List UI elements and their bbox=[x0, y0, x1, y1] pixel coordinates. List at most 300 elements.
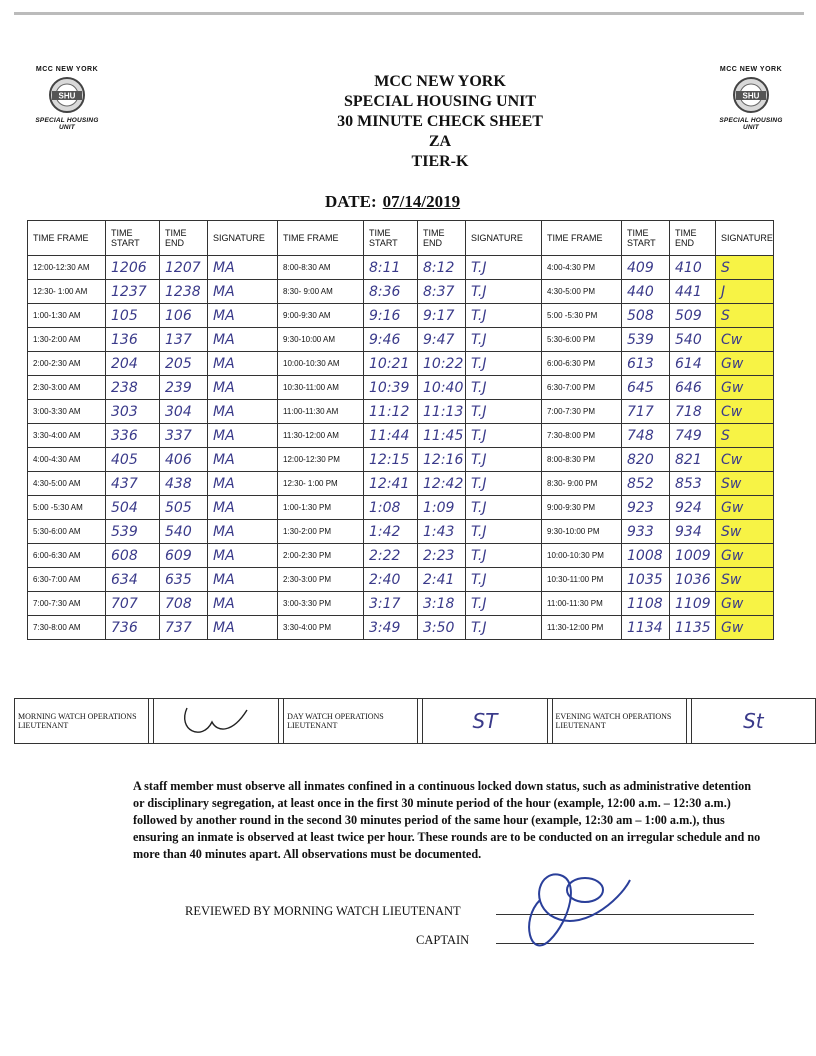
time-frame-cell: 5:00 -5:30 PM bbox=[542, 304, 622, 328]
time-entry: 736 bbox=[111, 619, 138, 636]
captain-label: CAPTAIN bbox=[416, 933, 470, 947]
table-cell bbox=[160, 424, 208, 448]
signature-entry: Gw bbox=[721, 595, 744, 612]
signature-entry: MA bbox=[213, 499, 235, 516]
column-header: TIME START bbox=[106, 221, 160, 256]
time-entry: 8:12 bbox=[423, 259, 455, 276]
table-cell bbox=[160, 352, 208, 376]
time-frame-cell: 4:30-5:00 AM bbox=[28, 472, 106, 496]
time-frame-cell: 10:30-11:00 AM bbox=[278, 376, 364, 400]
time-frame-cell: 4:00-4:30 AM bbox=[28, 448, 106, 472]
document-header bbox=[290, 72, 590, 172]
table-row bbox=[28, 256, 774, 280]
table-cell bbox=[466, 496, 542, 520]
time-entry: 12:15 bbox=[369, 451, 410, 468]
time-entry: 238 bbox=[111, 379, 138, 396]
table-row bbox=[28, 304, 774, 328]
table-cell bbox=[106, 280, 160, 304]
table-cell bbox=[106, 304, 160, 328]
shu-logo-right bbox=[712, 66, 790, 131]
header-line-2: SPECIAL HOUSING UNIT bbox=[343, 93, 537, 110]
table-cell bbox=[670, 520, 716, 544]
table-cell bbox=[418, 448, 466, 472]
table-cell bbox=[418, 520, 466, 544]
table-cell bbox=[716, 400, 774, 424]
time-entry: 12:41 bbox=[369, 475, 410, 492]
table-cell bbox=[208, 448, 278, 472]
time-entry: 105 bbox=[111, 307, 138, 324]
time-entry: 8:36 bbox=[369, 283, 401, 300]
time-frame-cell: 10:00-10:30 PM bbox=[542, 544, 622, 568]
table-cell bbox=[160, 280, 208, 304]
time-entry: 3:18 bbox=[423, 595, 455, 612]
table-cell bbox=[208, 616, 278, 640]
table-cell bbox=[622, 496, 670, 520]
table-cell bbox=[716, 616, 774, 640]
table-cell bbox=[622, 592, 670, 616]
table-cell bbox=[466, 280, 542, 304]
time-entry: 3:50 bbox=[423, 619, 455, 636]
time-frame-cell: 12:00-12:30 AM bbox=[28, 256, 106, 280]
time-entry: 9:17 bbox=[423, 307, 455, 324]
table-cell bbox=[160, 496, 208, 520]
table-cell bbox=[622, 304, 670, 328]
signature-entry: Cw bbox=[721, 451, 743, 468]
time-entry: 933 bbox=[627, 523, 654, 540]
signature-entry: T.J bbox=[471, 403, 487, 420]
time-entry: 1:42 bbox=[369, 523, 401, 540]
column-header: SIGNATURE bbox=[208, 221, 278, 256]
time-entry: 9:46 bbox=[369, 331, 401, 348]
time-frame-cell: 9:00-9:30 AM bbox=[278, 304, 364, 328]
logo-top-text: MCC NEW YORK bbox=[35, 66, 99, 73]
time-entry: 646 bbox=[675, 379, 702, 396]
table-cell bbox=[466, 472, 542, 496]
time-frame-cell: 12:30- 1:00 PM bbox=[278, 472, 364, 496]
table-cell bbox=[106, 400, 160, 424]
time-entry: 1036 bbox=[675, 571, 711, 588]
time-entry: 539 bbox=[111, 523, 138, 540]
table-cell bbox=[160, 568, 208, 592]
table-cell bbox=[208, 400, 278, 424]
table-cell bbox=[466, 544, 542, 568]
time-frame-cell: 6:00-6:30 PM bbox=[542, 352, 622, 376]
time-entry: 540 bbox=[165, 523, 192, 540]
table-cell bbox=[418, 472, 466, 496]
signature-entry: T.J bbox=[471, 283, 487, 300]
time-entry: 748 bbox=[627, 427, 654, 444]
shu-logo-left bbox=[28, 66, 106, 131]
table-cell bbox=[208, 256, 278, 280]
time-frame-cell: 12:00-12:30 PM bbox=[278, 448, 364, 472]
table-cell bbox=[208, 472, 278, 496]
header-line-5: TIER-K bbox=[411, 153, 469, 170]
signature-entry: T.J bbox=[471, 451, 487, 468]
table-cell bbox=[160, 616, 208, 640]
time-entry: 853 bbox=[675, 475, 702, 492]
table-cell bbox=[466, 256, 542, 280]
logo-top-text: MCC NEW YORK bbox=[719, 66, 783, 73]
time-frame-cell: 2:30-3:00 AM bbox=[28, 376, 106, 400]
time-frame-cell: 3:00-3:30 PM bbox=[278, 592, 364, 616]
table-cell bbox=[106, 544, 160, 568]
table-cell bbox=[364, 424, 418, 448]
table-cell bbox=[106, 328, 160, 352]
signature-entry: Gw bbox=[721, 355, 744, 372]
time-entry: 1134 bbox=[627, 619, 663, 636]
table-row bbox=[28, 496, 774, 520]
table-cell bbox=[364, 280, 418, 304]
table-cell bbox=[418, 424, 466, 448]
time-entry: 336 bbox=[111, 427, 138, 444]
time-entry: 1009 bbox=[675, 547, 711, 564]
time-frame-cell: 3:30-4:00 AM bbox=[28, 424, 106, 448]
table-cell bbox=[418, 496, 466, 520]
table-cell bbox=[208, 352, 278, 376]
table-cell bbox=[418, 304, 466, 328]
table-cell bbox=[160, 256, 208, 280]
time-entry: 923 bbox=[627, 499, 654, 516]
time-entry: 303 bbox=[111, 403, 138, 420]
table-cell bbox=[160, 448, 208, 472]
time-entry: 1206 bbox=[111, 259, 147, 276]
signature-entry: T.J bbox=[471, 619, 487, 636]
time-frame-cell: 7:00-7:30 AM bbox=[28, 592, 106, 616]
morning-lieutenant-signature bbox=[154, 699, 279, 744]
table-cell bbox=[670, 496, 716, 520]
table-cell bbox=[716, 424, 774, 448]
table-cell bbox=[364, 256, 418, 280]
time-entry: 1108 bbox=[627, 595, 663, 612]
table-cell bbox=[670, 544, 716, 568]
time-entry: 137 bbox=[165, 331, 192, 348]
table-cell bbox=[716, 352, 774, 376]
table-cell bbox=[208, 568, 278, 592]
table-cell bbox=[622, 256, 670, 280]
column-header: TIME START bbox=[364, 221, 418, 256]
table-cell bbox=[364, 304, 418, 328]
signature-entry: Sw bbox=[721, 523, 742, 540]
time-entry: 718 bbox=[675, 403, 702, 420]
signature-entry: Cw bbox=[721, 331, 743, 348]
time-entry: 8:11 bbox=[369, 259, 401, 276]
time-entry: 136 bbox=[111, 331, 138, 348]
table-cell bbox=[106, 472, 160, 496]
table-cell bbox=[466, 448, 542, 472]
table-row bbox=[28, 424, 774, 448]
table-cell bbox=[716, 520, 774, 544]
time-frame-cell: 1:00-1:30 PM bbox=[278, 496, 364, 520]
table-cell bbox=[106, 496, 160, 520]
table-cell bbox=[208, 496, 278, 520]
evening-lieutenant-signature bbox=[691, 699, 815, 744]
time-frame-cell: 12:30- 1:00 AM bbox=[28, 280, 106, 304]
column-header: TIME FRAME bbox=[542, 221, 622, 256]
logo-bottom-text: SPECIAL HOUSING UNIT bbox=[719, 117, 783, 131]
logo-center-text: SHU bbox=[742, 91, 760, 101]
table-row bbox=[28, 544, 774, 568]
time-entry: 9:47 bbox=[423, 331, 455, 348]
table-cell bbox=[106, 520, 160, 544]
table-cell bbox=[466, 424, 542, 448]
logo-bottom-text: SPECIAL HOUSING UNIT bbox=[35, 117, 99, 131]
time-frame-cell: 4:00-4:30 PM bbox=[542, 256, 622, 280]
table-cell bbox=[364, 376, 418, 400]
signature-entry: Cw bbox=[721, 403, 743, 420]
table-cell bbox=[160, 592, 208, 616]
time-entry: 10:39 bbox=[369, 379, 410, 396]
time-entry: 12:42 bbox=[423, 475, 464, 492]
table-cell bbox=[466, 568, 542, 592]
time-entry: 239 bbox=[165, 379, 192, 396]
table-cell bbox=[622, 544, 670, 568]
table-cell bbox=[622, 424, 670, 448]
table-cell bbox=[106, 376, 160, 400]
signature-entry: MA bbox=[213, 571, 235, 588]
table-cell bbox=[160, 520, 208, 544]
signature-entry: T.J bbox=[471, 331, 487, 348]
table-cell bbox=[364, 352, 418, 376]
signature-entry: S bbox=[721, 427, 730, 444]
time-frame-cell: 10:30-11:00 PM bbox=[542, 568, 622, 592]
evening-signature: St bbox=[743, 709, 764, 733]
table-cell bbox=[622, 376, 670, 400]
table-cell bbox=[466, 352, 542, 376]
table-cell bbox=[466, 328, 542, 352]
time-frame-cell: 2:30-3:00 PM bbox=[278, 568, 364, 592]
signature-entry: S bbox=[721, 259, 730, 276]
time-entry: 440 bbox=[627, 283, 654, 300]
signature-entry: MA bbox=[213, 355, 235, 372]
time-frame-cell: 3:30-4:00 PM bbox=[278, 616, 364, 640]
time-entry: 10:21 bbox=[369, 355, 410, 372]
table-cell bbox=[670, 424, 716, 448]
shu-badge-icon bbox=[732, 76, 770, 114]
time-entry: 11:45 bbox=[423, 427, 464, 444]
table-cell bbox=[364, 592, 418, 616]
table-cell bbox=[418, 400, 466, 424]
time-entry: 8:37 bbox=[423, 283, 455, 300]
signature-entry: Sw bbox=[721, 571, 742, 588]
time-frame-cell: 10:00-10:30 AM bbox=[278, 352, 364, 376]
column-header: TIME END bbox=[160, 221, 208, 256]
table-cell bbox=[208, 424, 278, 448]
time-entry: 1:08 bbox=[369, 499, 401, 516]
signature-entry: Gw bbox=[721, 619, 744, 636]
day-lieutenant-label: DAY WATCH OPERATIONS LIEUTENANT bbox=[284, 699, 418, 744]
header-line-1: MCC NEW YORK bbox=[374, 73, 506, 90]
time-entry: 106 bbox=[165, 307, 192, 324]
table-cell bbox=[716, 280, 774, 304]
header-line-3: 30 MINUTE CHECK SHEET bbox=[337, 113, 543, 130]
table-cell bbox=[160, 328, 208, 352]
time-entry: 1008 bbox=[627, 547, 663, 564]
reviewed-by-label: REVIEWED BY MORNING WATCH LIEUTENANT bbox=[185, 904, 461, 918]
table-cell bbox=[466, 520, 542, 544]
time-entry: 608 bbox=[111, 547, 138, 564]
table-row bbox=[28, 448, 774, 472]
table-cell bbox=[208, 544, 278, 568]
time-frame-cell: 5:30-6:00 PM bbox=[542, 328, 622, 352]
time-entry: 11:12 bbox=[369, 403, 410, 420]
time-frame-cell: 9:30-10:00 AM bbox=[278, 328, 364, 352]
time-entry: 337 bbox=[165, 427, 192, 444]
column-header: TIME START bbox=[622, 221, 670, 256]
time-frame-cell: 11:30-12:00 PM bbox=[542, 616, 622, 640]
policy-paragraph: A staff member must observe all inmates confined in a continuous locked down status, such as administrative detention or disciplinary segregation, at least once in the first 30 minute period of the hour (example, 12:00 a.m. – 12:30 a.m.) followed by another round in the second 30 minutes period of the same hour (example, 12:30 am – 1:00 a.m.), thus ensuring an inmate is observed at least twice per hour. These rounds are to be conducted on an irregular schedule and no more than 40 minutes apart. All observations must be documented. bbox=[133, 779, 761, 861]
time-entry: 717 bbox=[627, 403, 654, 420]
table-cell bbox=[106, 448, 160, 472]
table-cell bbox=[716, 448, 774, 472]
table-cell bbox=[208, 280, 278, 304]
time-entry: 11:13 bbox=[423, 403, 464, 420]
captain-signature-mark bbox=[510, 860, 650, 970]
time-entry: 409 bbox=[627, 259, 654, 276]
signature-entry: T.J bbox=[471, 523, 487, 540]
table-cell bbox=[670, 616, 716, 640]
time-entry: 438 bbox=[165, 475, 192, 492]
table-cell bbox=[418, 256, 466, 280]
time-entry: 614 bbox=[675, 355, 702, 372]
signature-entry: Sw bbox=[721, 475, 742, 492]
signature-entry: MA bbox=[213, 619, 235, 636]
time-frame-cell: 9:30-10:00 PM bbox=[542, 520, 622, 544]
signature-entry: MA bbox=[213, 475, 235, 492]
table-cell bbox=[418, 544, 466, 568]
time-entry: 2:40 bbox=[369, 571, 401, 588]
table-cell bbox=[622, 352, 670, 376]
time-entry: 2:22 bbox=[369, 547, 401, 564]
time-frame-cell: 1:30-2:00 AM bbox=[28, 328, 106, 352]
table-cell bbox=[364, 328, 418, 352]
table-cell bbox=[418, 592, 466, 616]
time-entry: 821 bbox=[675, 451, 702, 468]
table-cell bbox=[364, 520, 418, 544]
signature-entry: MA bbox=[213, 547, 235, 564]
table-cell bbox=[106, 256, 160, 280]
table-cell bbox=[364, 616, 418, 640]
time-frame-cell: 3:00-3:30 AM bbox=[28, 400, 106, 424]
time-entry: 539 bbox=[627, 331, 654, 348]
day-lieutenant-signature bbox=[423, 699, 547, 744]
table-cell bbox=[716, 544, 774, 568]
table-header-row bbox=[28, 221, 774, 256]
table-cell bbox=[160, 472, 208, 496]
table-cell bbox=[208, 520, 278, 544]
table-cell bbox=[160, 304, 208, 328]
time-entry: 609 bbox=[165, 547, 192, 564]
time-entry: 3:17 bbox=[369, 595, 401, 612]
time-frame-cell: 5:00 -5:30 AM bbox=[28, 496, 106, 520]
signature-entry: S bbox=[721, 307, 730, 324]
time-frame-cell: 8:00-8:30 PM bbox=[542, 448, 622, 472]
time-frame-cell: 5:30-6:00 AM bbox=[28, 520, 106, 544]
table-cell bbox=[208, 376, 278, 400]
time-frame-cell: 6:30-7:00 PM bbox=[542, 376, 622, 400]
table-row bbox=[28, 616, 774, 640]
table-cell bbox=[622, 448, 670, 472]
signature-entry: T.J bbox=[471, 571, 487, 588]
table-cell bbox=[716, 592, 774, 616]
signature-entry: T.J bbox=[471, 499, 487, 516]
table-cell bbox=[106, 568, 160, 592]
time-entry: 852 bbox=[627, 475, 654, 492]
table-row bbox=[28, 568, 774, 592]
time-entry: 410 bbox=[675, 259, 702, 276]
table-cell bbox=[670, 256, 716, 280]
table-row bbox=[28, 400, 774, 424]
column-header: TIME FRAME bbox=[28, 221, 106, 256]
signature-entry: T.J bbox=[471, 427, 487, 444]
date-label: DATE: bbox=[325, 192, 377, 211]
table-cell bbox=[670, 400, 716, 424]
time-frame-cell: 6:30-7:00 AM bbox=[28, 568, 106, 592]
time-frame-cell: 9:00-9:30 PM bbox=[542, 496, 622, 520]
table-cell bbox=[716, 496, 774, 520]
time-entry: 1035 bbox=[627, 571, 663, 588]
table-cell bbox=[670, 280, 716, 304]
time-entry: 540 bbox=[675, 331, 702, 348]
time-entry: 934 bbox=[675, 523, 702, 540]
time-entry: 406 bbox=[165, 451, 192, 468]
time-entry: 437 bbox=[111, 475, 138, 492]
time-entry: 613 bbox=[627, 355, 654, 372]
time-frame-cell: 7:30-8:00 AM bbox=[28, 616, 106, 640]
signature-entry: Gw bbox=[721, 379, 744, 396]
table-cell bbox=[622, 472, 670, 496]
time-frame-cell: 6:00-6:30 AM bbox=[28, 544, 106, 568]
time-entry: 11:44 bbox=[369, 427, 410, 444]
table-cell bbox=[418, 352, 466, 376]
table-cell bbox=[418, 328, 466, 352]
signature-entry: MA bbox=[213, 283, 235, 300]
time-entry: 405 bbox=[111, 451, 138, 468]
table-cell bbox=[106, 352, 160, 376]
table-cell bbox=[716, 376, 774, 400]
time-entry: 10:40 bbox=[423, 379, 464, 396]
time-frame-cell: 11:30-12:00 AM bbox=[278, 424, 364, 448]
table-cell bbox=[466, 376, 542, 400]
table-cell bbox=[106, 592, 160, 616]
time-entry: 737 bbox=[165, 619, 192, 636]
signature-entry: MA bbox=[213, 595, 235, 612]
evening-lieutenant-label: EVENING WATCH OPERATIONS LIEUTENANT bbox=[552, 699, 686, 744]
time-entry: 645 bbox=[627, 379, 654, 396]
table-row bbox=[28, 352, 774, 376]
table-cell bbox=[622, 400, 670, 424]
signature-entry: Gw bbox=[721, 547, 744, 564]
table-cell bbox=[716, 568, 774, 592]
table-cell bbox=[622, 616, 670, 640]
time-entry: 1:43 bbox=[423, 523, 455, 540]
table-cell bbox=[106, 616, 160, 640]
signature-entry: J bbox=[721, 283, 726, 300]
signature-entry: T.J bbox=[471, 379, 487, 396]
table-cell bbox=[208, 592, 278, 616]
table-cell bbox=[466, 304, 542, 328]
time-entry: 1237 bbox=[111, 283, 147, 300]
morning-signature-mark bbox=[157, 700, 267, 740]
date-value: 07/14/2019 bbox=[382, 192, 461, 211]
table-cell bbox=[670, 352, 716, 376]
day-signature: ST bbox=[472, 709, 498, 733]
table-cell bbox=[622, 328, 670, 352]
table-row bbox=[28, 472, 774, 496]
table-cell bbox=[670, 304, 716, 328]
time-frame-cell: 2:00-2:30 PM bbox=[278, 544, 364, 568]
table-cell bbox=[364, 400, 418, 424]
table-row bbox=[28, 592, 774, 616]
